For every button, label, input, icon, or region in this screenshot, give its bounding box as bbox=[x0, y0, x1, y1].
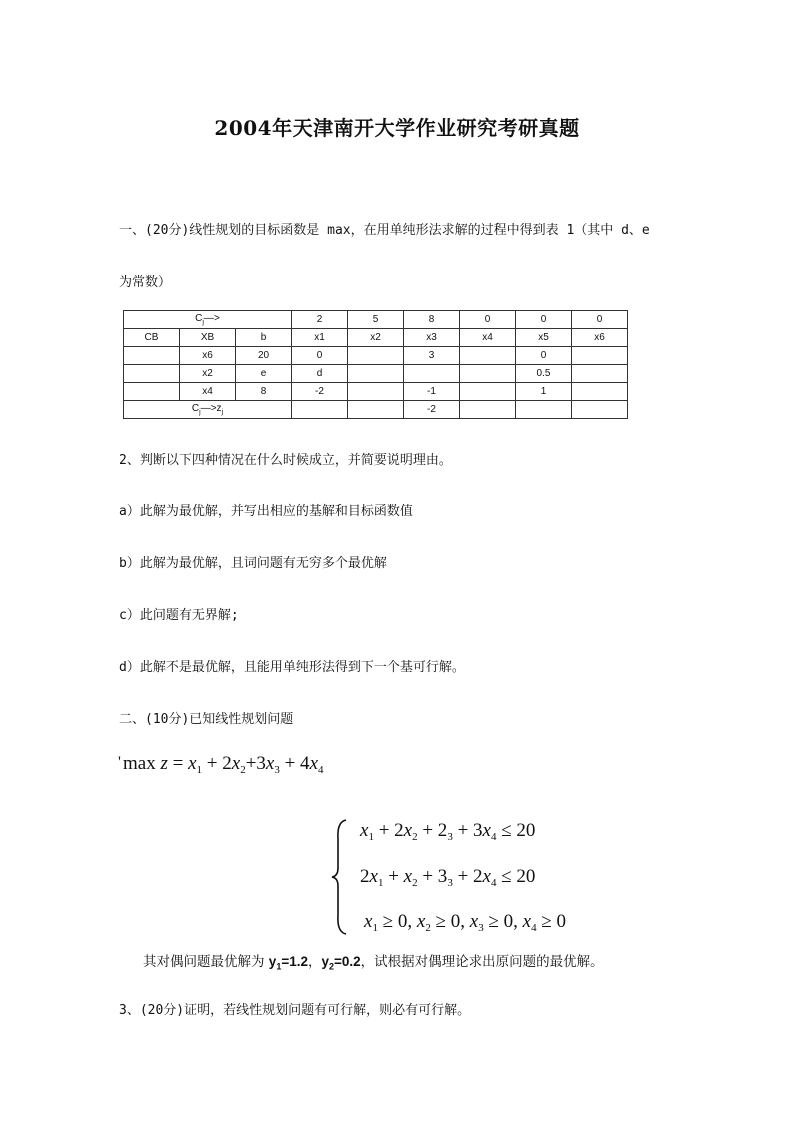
cj-value: 8 bbox=[404, 311, 460, 329]
cj-label: $C_j—>$ bbox=[124, 311, 292, 329]
q1-sub-a: a）此解为最优解，并写出相应的基解和目标函数值 bbox=[119, 504, 413, 519]
constraint-brace bbox=[330, 818, 348, 936]
dual-solution-text bbox=[143, 950, 604, 972]
dual-y2: $y_2=0.2$ bbox=[321, 954, 361, 972]
cj-value: 5 bbox=[348, 311, 404, 329]
q3-text: 3、(20分)证明，若线性规划问题有可行解，则必有可行解。 bbox=[119, 1003, 471, 1018]
objective-function: $\max z = x_1 + 2x_2+3x_3 + 4x_4$ bbox=[123, 753, 324, 776]
table-cell bbox=[124, 365, 180, 383]
constraint-2: $2x_1 + x_2 + 3_3 + 2x_4 \le 20$ bbox=[360, 866, 536, 889]
table-cell bbox=[572, 347, 628, 365]
table-cell bbox=[348, 383, 404, 401]
header-cell: x2 bbox=[348, 329, 404, 347]
simplex-table bbox=[123, 310, 628, 419]
header-cell: b bbox=[236, 329, 292, 347]
header-cell: x5 bbox=[516, 329, 572, 347]
table-cell: 20 bbox=[236, 347, 292, 365]
q1-line1: 一、(20分)线性规划的目标函数是 max，在用单纯形法求解的过程中得到表 1（其中 d、e bbox=[119, 223, 650, 238]
table-cell: -1 bbox=[404, 383, 460, 401]
dual-y1: $y_1=1.2$ bbox=[268, 954, 308, 972]
q1-line2: 为常数） bbox=[119, 275, 172, 290]
table-cell: e bbox=[236, 365, 292, 383]
header-cell: CB bbox=[124, 329, 180, 347]
table-cell bbox=[572, 365, 628, 383]
q2-heading: 二、(10分)已知线性规划问题 bbox=[119, 712, 294, 727]
table-cell: 0 bbox=[516, 347, 572, 365]
header-cell: x6 bbox=[572, 329, 628, 347]
q1-sub-b: b）此解为最优解，且词问题有无穷多个最优解 bbox=[119, 556, 387, 571]
table-cell: d bbox=[292, 365, 348, 383]
cj-zj-value bbox=[348, 401, 404, 419]
table-row bbox=[124, 365, 628, 383]
table-cell: 0 bbox=[292, 347, 348, 365]
header-cell: x4 bbox=[460, 329, 516, 347]
cj-zj-value bbox=[572, 401, 628, 419]
q1-sub-c: c）此问题有无界解; bbox=[119, 608, 239, 623]
cj-zj-value: -2 bbox=[404, 401, 460, 419]
cj-zj-value bbox=[460, 401, 516, 419]
table-cell bbox=[572, 383, 628, 401]
table-row bbox=[124, 347, 628, 365]
table-cell bbox=[348, 365, 404, 383]
cj-value: 0 bbox=[572, 311, 628, 329]
dual-text-after: ，试根据对偶理论求出原问题的最优解。 bbox=[360, 954, 604, 970]
q1-subintro: 2、判断以下四种情况在什么时候成立，并简要说明理由。 bbox=[119, 453, 452, 468]
cj-zj-value bbox=[292, 401, 348, 419]
table-row bbox=[124, 383, 628, 401]
table-cell: 0.5 bbox=[516, 365, 572, 383]
header-cell: x1 bbox=[292, 329, 348, 347]
header-cell: XB bbox=[180, 329, 236, 347]
cj-zj-value bbox=[516, 401, 572, 419]
page-title: 2004年天津南开大学作业研究考研真题 bbox=[214, 116, 580, 140]
header-cell: x3 bbox=[404, 329, 460, 347]
table-cell: x6 bbox=[180, 347, 236, 365]
table-cell bbox=[460, 347, 516, 365]
cj-zj-row bbox=[124, 401, 628, 419]
table-cell bbox=[460, 365, 516, 383]
table-cell: 3 bbox=[404, 347, 460, 365]
cj-zj-label: $C_j—>z_j$ bbox=[124, 401, 292, 419]
header-row bbox=[124, 329, 628, 347]
cj-row bbox=[124, 311, 628, 329]
table-cell: x4 bbox=[180, 383, 236, 401]
margin-mark: ' bbox=[118, 754, 121, 771]
cj-value: 0 bbox=[516, 311, 572, 329]
table-cell: 1 bbox=[516, 383, 572, 401]
constraint-3: $x_1 \ge 0$, $x_2 \ge 0$, $x_3 \ge 0$, $x_4 \ge 0$ bbox=[364, 911, 566, 934]
table-cell bbox=[404, 365, 460, 383]
table-cell: -2 bbox=[292, 383, 348, 401]
dual-text-before: 其对偶问题最优解为 bbox=[143, 954, 269, 970]
table-cell bbox=[348, 347, 404, 365]
table-cell: 8 bbox=[236, 383, 292, 401]
table-cell bbox=[460, 383, 516, 401]
table-cell bbox=[124, 383, 180, 401]
constraint-1: $x_1 + 2x_2 + 2_3 + 3x_4 \le 20$ bbox=[360, 820, 536, 843]
table-cell bbox=[124, 347, 180, 365]
q1-sub-d: d）此解不是最优解，且能用单纯形法得到下一个基可行解。 bbox=[119, 660, 465, 675]
table-cell: x2 bbox=[180, 365, 236, 383]
cj-value: 2 bbox=[292, 311, 348, 329]
dual-separator: ， bbox=[307, 954, 322, 970]
cj-value: 0 bbox=[460, 311, 516, 329]
